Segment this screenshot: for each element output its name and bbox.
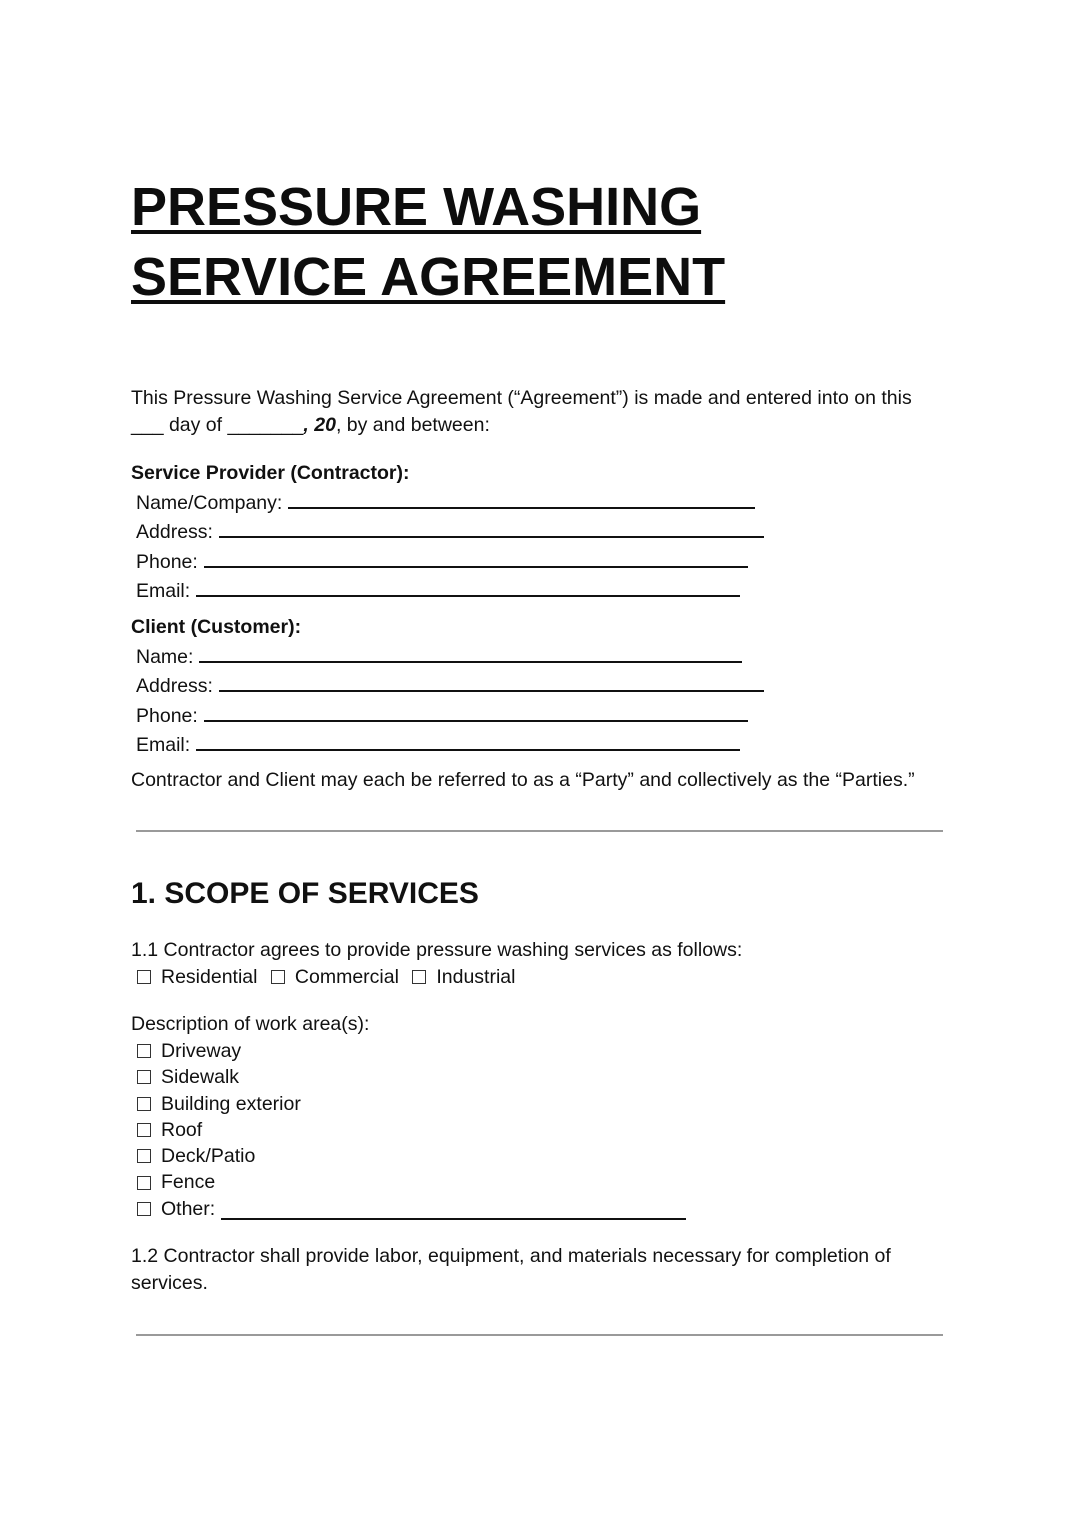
- clause-1-2-line-1: 1.2 Contractor shall provide labor, equipment, and materials necessary for completion of: [131, 1245, 891, 1267]
- work-area-item-label: Deck/Patio: [161, 1145, 256, 1168]
- checkbox-icon[interactable]: [137, 1123, 151, 1137]
- section-divider: [136, 830, 943, 832]
- work-area-list: [137, 1038, 686, 1222]
- checkbox-icon[interactable]: [137, 1097, 151, 1111]
- client-email-row[interactable]: [131, 729, 764, 759]
- title-line-1: PRESSURE WASHING: [131, 177, 702, 237]
- contractor-email-field[interactable]: [196, 575, 740, 597]
- service-type-options: [137, 964, 523, 991]
- agreement-page: [131, 0, 943, 1526]
- client-heading: Client (Customer):: [131, 616, 302, 638]
- checkbox-icon[interactable]: [137, 1149, 151, 1163]
- clause-1-2: [131, 1243, 891, 1297]
- checkbox-icon[interactable]: [271, 970, 285, 984]
- intro-date-blanks: ___ day of _______: [131, 414, 304, 436]
- client-email-label: Email:: [136, 734, 191, 756]
- checkbox-icon[interactable]: [137, 1070, 151, 1084]
- clause-1-1: 1.1 Contractor agrees to provide pressure washing services as follows:: [131, 939, 743, 961]
- contractor-address-field[interactable]: [219, 516, 764, 538]
- work-area-sidewalk[interactable]: [137, 1064, 686, 1090]
- work-area-deck-patio[interactable]: [137, 1143, 686, 1169]
- client-address-field[interactable]: [219, 670, 764, 692]
- service-type-label: Residential: [161, 966, 258, 988]
- work-area-driveway[interactable]: [137, 1038, 686, 1064]
- service-type-label: Commercial: [294, 966, 399, 988]
- service-type-residential[interactable]: [137, 966, 257, 988]
- work-area-other[interactable]: [137, 1196, 686, 1222]
- work-area-roof[interactable]: [137, 1117, 686, 1143]
- client-name-row[interactable]: [131, 641, 764, 671]
- checkbox-icon[interactable]: [137, 1044, 151, 1058]
- client-email-field[interactable]: [196, 729, 740, 751]
- work-area-item-label: Building exterior: [161, 1092, 301, 1115]
- contractor-name-row[interactable]: [131, 487, 764, 517]
- intro-between: , by and between:: [335, 414, 490, 436]
- intro-year: , 20: [303, 414, 336, 436]
- client-address-label: Address:: [136, 675, 213, 697]
- contractor-phone-label: Phone:: [136, 550, 198, 573]
- clause-1-2-line-2: services.: [131, 1272, 208, 1294]
- work-area-other-field[interactable]: [221, 1198, 686, 1220]
- client-phone-row[interactable]: [131, 700, 764, 730]
- work-area-item-label: Sidewalk: [161, 1066, 240, 1089]
- service-type-label: Industrial: [436, 966, 516, 988]
- work-area-item-label: Roof: [161, 1118, 203, 1141]
- work-area-fence[interactable]: [137, 1169, 686, 1195]
- checkbox-icon[interactable]: [137, 970, 151, 984]
- contractor-email-label: Email:: [136, 580, 191, 602]
- work-area-item-label: Fence: [161, 1171, 216, 1194]
- checkbox-icon[interactable]: [137, 1202, 151, 1216]
- section-1-title: 1. SCOPE OF SERVICES: [131, 877, 479, 910]
- service-type-commercial[interactable]: [271, 966, 399, 988]
- intro-paragraph: [131, 385, 912, 439]
- checkbox-icon[interactable]: [137, 1176, 151, 1190]
- document-title: [131, 172, 725, 312]
- contractor-address-row[interactable]: [131, 516, 764, 546]
- work-area-building-exterior[interactable]: [137, 1091, 686, 1117]
- work-area-item-label: Other:: [161, 1197, 216, 1220]
- contractor-section: [131, 460, 764, 605]
- intro-line-1: This Pressure Washing Service Agreement (“Agreement”) is made and entered into on this: [131, 387, 912, 409]
- service-type-industrial[interactable]: [412, 966, 515, 988]
- contractor-phone-row[interactable]: [131, 546, 764, 576]
- client-name-label: Name:: [136, 645, 194, 668]
- work-area-label: Description of work area(s):: [131, 1013, 370, 1035]
- client-address-row[interactable]: [131, 670, 764, 700]
- contractor-name-field[interactable]: [288, 487, 755, 509]
- work-area-item-label: Driveway: [161, 1040, 242, 1062]
- contractor-name-label: Name/Company:: [136, 491, 283, 514]
- checkbox-icon[interactable]: [412, 970, 426, 984]
- parties-note: Contractor and Client may each be referred to as a “Party” and collectively as the “Parties.”: [131, 769, 915, 791]
- client-phone-label: Phone:: [136, 704, 198, 727]
- client-name-field[interactable]: [199, 641, 742, 663]
- client-section: [131, 614, 764, 759]
- contractor-phone-field[interactable]: [204, 546, 748, 568]
- intro-line-2: [131, 412, 912, 439]
- title-line-2: SERVICE AGREEMENT: [131, 247, 726, 307]
- contractor-email-row[interactable]: [131, 575, 764, 605]
- client-phone-field[interactable]: [204, 700, 748, 722]
- section-divider: [136, 1334, 943, 1336]
- contractor-address-label: Address:: [136, 521, 213, 543]
- contractor-heading: Service Provider (Contractor):: [131, 462, 410, 484]
